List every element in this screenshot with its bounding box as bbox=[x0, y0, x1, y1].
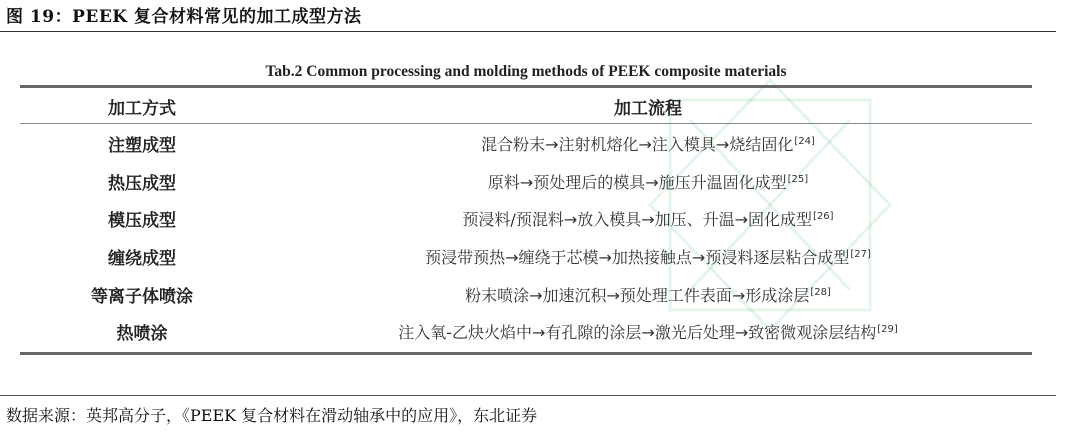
reference-note: [24] bbox=[794, 135, 815, 147]
table-row bbox=[20, 127, 1032, 160]
reference-note: [27] bbox=[850, 248, 871, 260]
table-header-row bbox=[20, 90, 1032, 123]
method-cell: 注塑成型 bbox=[108, 136, 176, 156]
method-cell: 等离子体喷涂 bbox=[91, 287, 193, 307]
process-cell bbox=[264, 320, 1032, 343]
table-row bbox=[20, 240, 1032, 273]
method-cell: 热喷涂 bbox=[116, 324, 168, 344]
process-text: 注入氧-乙炔火焰中→有孔隙的涂层→激光后处理→致密微观涂层结构 bbox=[398, 323, 877, 342]
reference-note: [25] bbox=[787, 173, 809, 185]
process-text: 混合粉末→注射机熔化→注入模具→烧结固化 bbox=[481, 135, 794, 154]
process-cell bbox=[264, 170, 1032, 193]
table-row bbox=[20, 315, 1032, 348]
figure-title: 图 19：PEEK 复合材料常见的加工成型方法 bbox=[6, 7, 362, 27]
process-text: 预浸带预热→缠绕于芯模→加热接触点→预浸料逐层粘合成型 bbox=[425, 248, 850, 267]
process-text: 预浸料/预混料→放入模具→加压、升温→固化成型 bbox=[462, 210, 813, 229]
table-row bbox=[20, 202, 1032, 235]
table-caption: Tab.2 Common processing and molding methods of PEEK composite materials bbox=[265, 63, 787, 80]
source-divider bbox=[0, 395, 1056, 396]
title-divider bbox=[0, 31, 1056, 32]
process-cell bbox=[264, 283, 1032, 306]
method-cell: 热压成型 bbox=[108, 174, 176, 194]
table-row bbox=[20, 278, 1032, 311]
table-row bbox=[20, 165, 1032, 198]
header-rule bbox=[20, 123, 1032, 124]
table-top-rule bbox=[20, 85, 1032, 88]
process-text: 粉末喷涂→加速沉积→预处理工件表面→形成涂层 bbox=[465, 286, 810, 305]
header-process: 加工流程 bbox=[614, 99, 682, 119]
source-note: 数据来源：英邦高分子，《PEEK 复合材料在滑动轴承中的应用》，东北证券 bbox=[6, 406, 538, 425]
reference-note: [29] bbox=[877, 323, 898, 335]
process-cell bbox=[264, 132, 1032, 155]
table-bottom-rule bbox=[20, 352, 1032, 355]
reference-note: [28] bbox=[810, 286, 831, 298]
reference-note: [26] bbox=[813, 210, 834, 222]
process-cell bbox=[264, 207, 1032, 230]
process-text: 原料→预处理后的模具→施压升温固化成型 bbox=[487, 173, 787, 192]
header-method: 加工方式 bbox=[108, 99, 176, 119]
method-cell: 模压成型 bbox=[108, 211, 176, 231]
method-cell: 缠绕成型 bbox=[108, 249, 176, 269]
process-cell bbox=[264, 245, 1032, 268]
